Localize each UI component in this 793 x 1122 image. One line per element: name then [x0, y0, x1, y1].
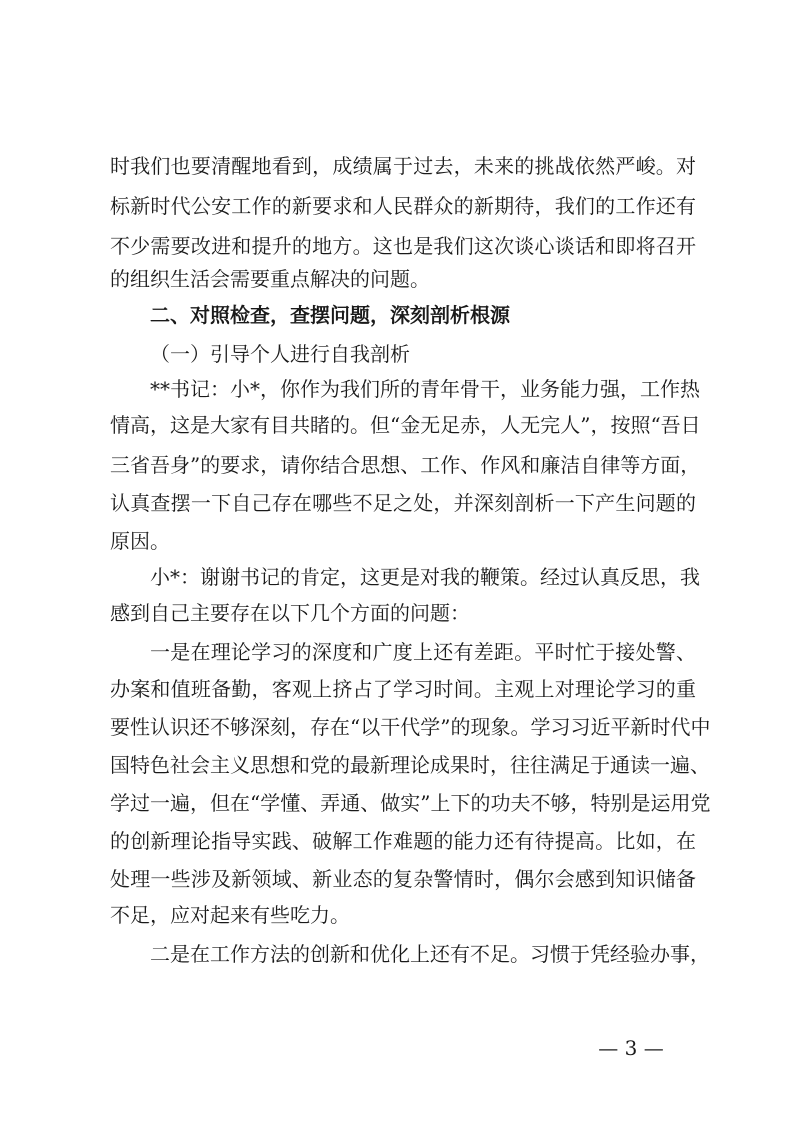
- body-text-line: 国特色社会主义思想和党的最新理论成果时，往往满足于通读一遍、: [110, 753, 710, 777]
- section-heading: 二、对照检查，查摆问题，深刻剖析根源: [150, 303, 510, 327]
- body-text-line: 的创新理论指导实践、破解工作难题的能力还有待提高。比如，在: [110, 829, 696, 853]
- body-text-line: 要性认识还不够深刻，存在“以干代学”的现象。学习习近平新时代中: [110, 715, 711, 739]
- body-text-line: 处理一些涉及新领域、新业态的复杂警情时，偶尔会感到知识储备: [110, 867, 696, 891]
- body-text-line: 标新时代公安工作的新要求和人民群众的新期待，我们的工作还有: [110, 194, 696, 218]
- body-text-line: 小*：谢谢书记的肯定，这更是对我的鞭策。经过认真反思，我: [150, 565, 700, 589]
- body-text-line: 不少需要改进和提升的地方。这也是我们这次谈心谈话和即将召开: [110, 234, 696, 258]
- body-text-line: 情高，这是大家有目共睹的。但“金无足赤，人无完人”，按照“吾日: [110, 413, 701, 437]
- body-text-line: 办案和值班备勤，客观上挤占了学习时间。主观上对理论学习的重: [110, 677, 696, 701]
- page-number: — 3 —: [598, 1036, 664, 1060]
- body-text-line: 三省吾身”的要求，请你结合思想、工作、作风和廉洁自律等方面，: [110, 453, 701, 477]
- body-text-line: 认真查摆一下自己存在哪些不足之处，并深刻剖析一下产生问题的: [110, 491, 696, 515]
- body-text-line: 二是在工作方法的创新和优化上还有不足。习惯于凭经验办事，: [150, 942, 710, 966]
- body-text-line: 一是在理论学习的深度和广度上还有差距。平时忙于接处警、: [150, 640, 696, 664]
- body-text-line: 原因。: [110, 529, 170, 553]
- body-text-line: 感到自己主要存在以下几个方面的问题：: [110, 601, 470, 625]
- body-text-line: **书记：小*，你作为我们所的青年骨干，业务能力强，工作热: [150, 377, 700, 401]
- body-text-line: 不足，应对起来有些吃力。: [110, 903, 350, 927]
- body-text-line: 的组织生活会需要重点解决的问题。: [110, 267, 430, 291]
- body-text-line: 学过一遍，但在“学懂、弄通、做实”上下的功夫不够，特别是运用党: [110, 791, 711, 815]
- subsection-heading: （一）引导个人进行自我剖析: [150, 342, 410, 366]
- body-text-line: 时我们也要清醒地看到，成绩属于过去，未来的挑战依然严峻。对: [110, 154, 696, 178]
